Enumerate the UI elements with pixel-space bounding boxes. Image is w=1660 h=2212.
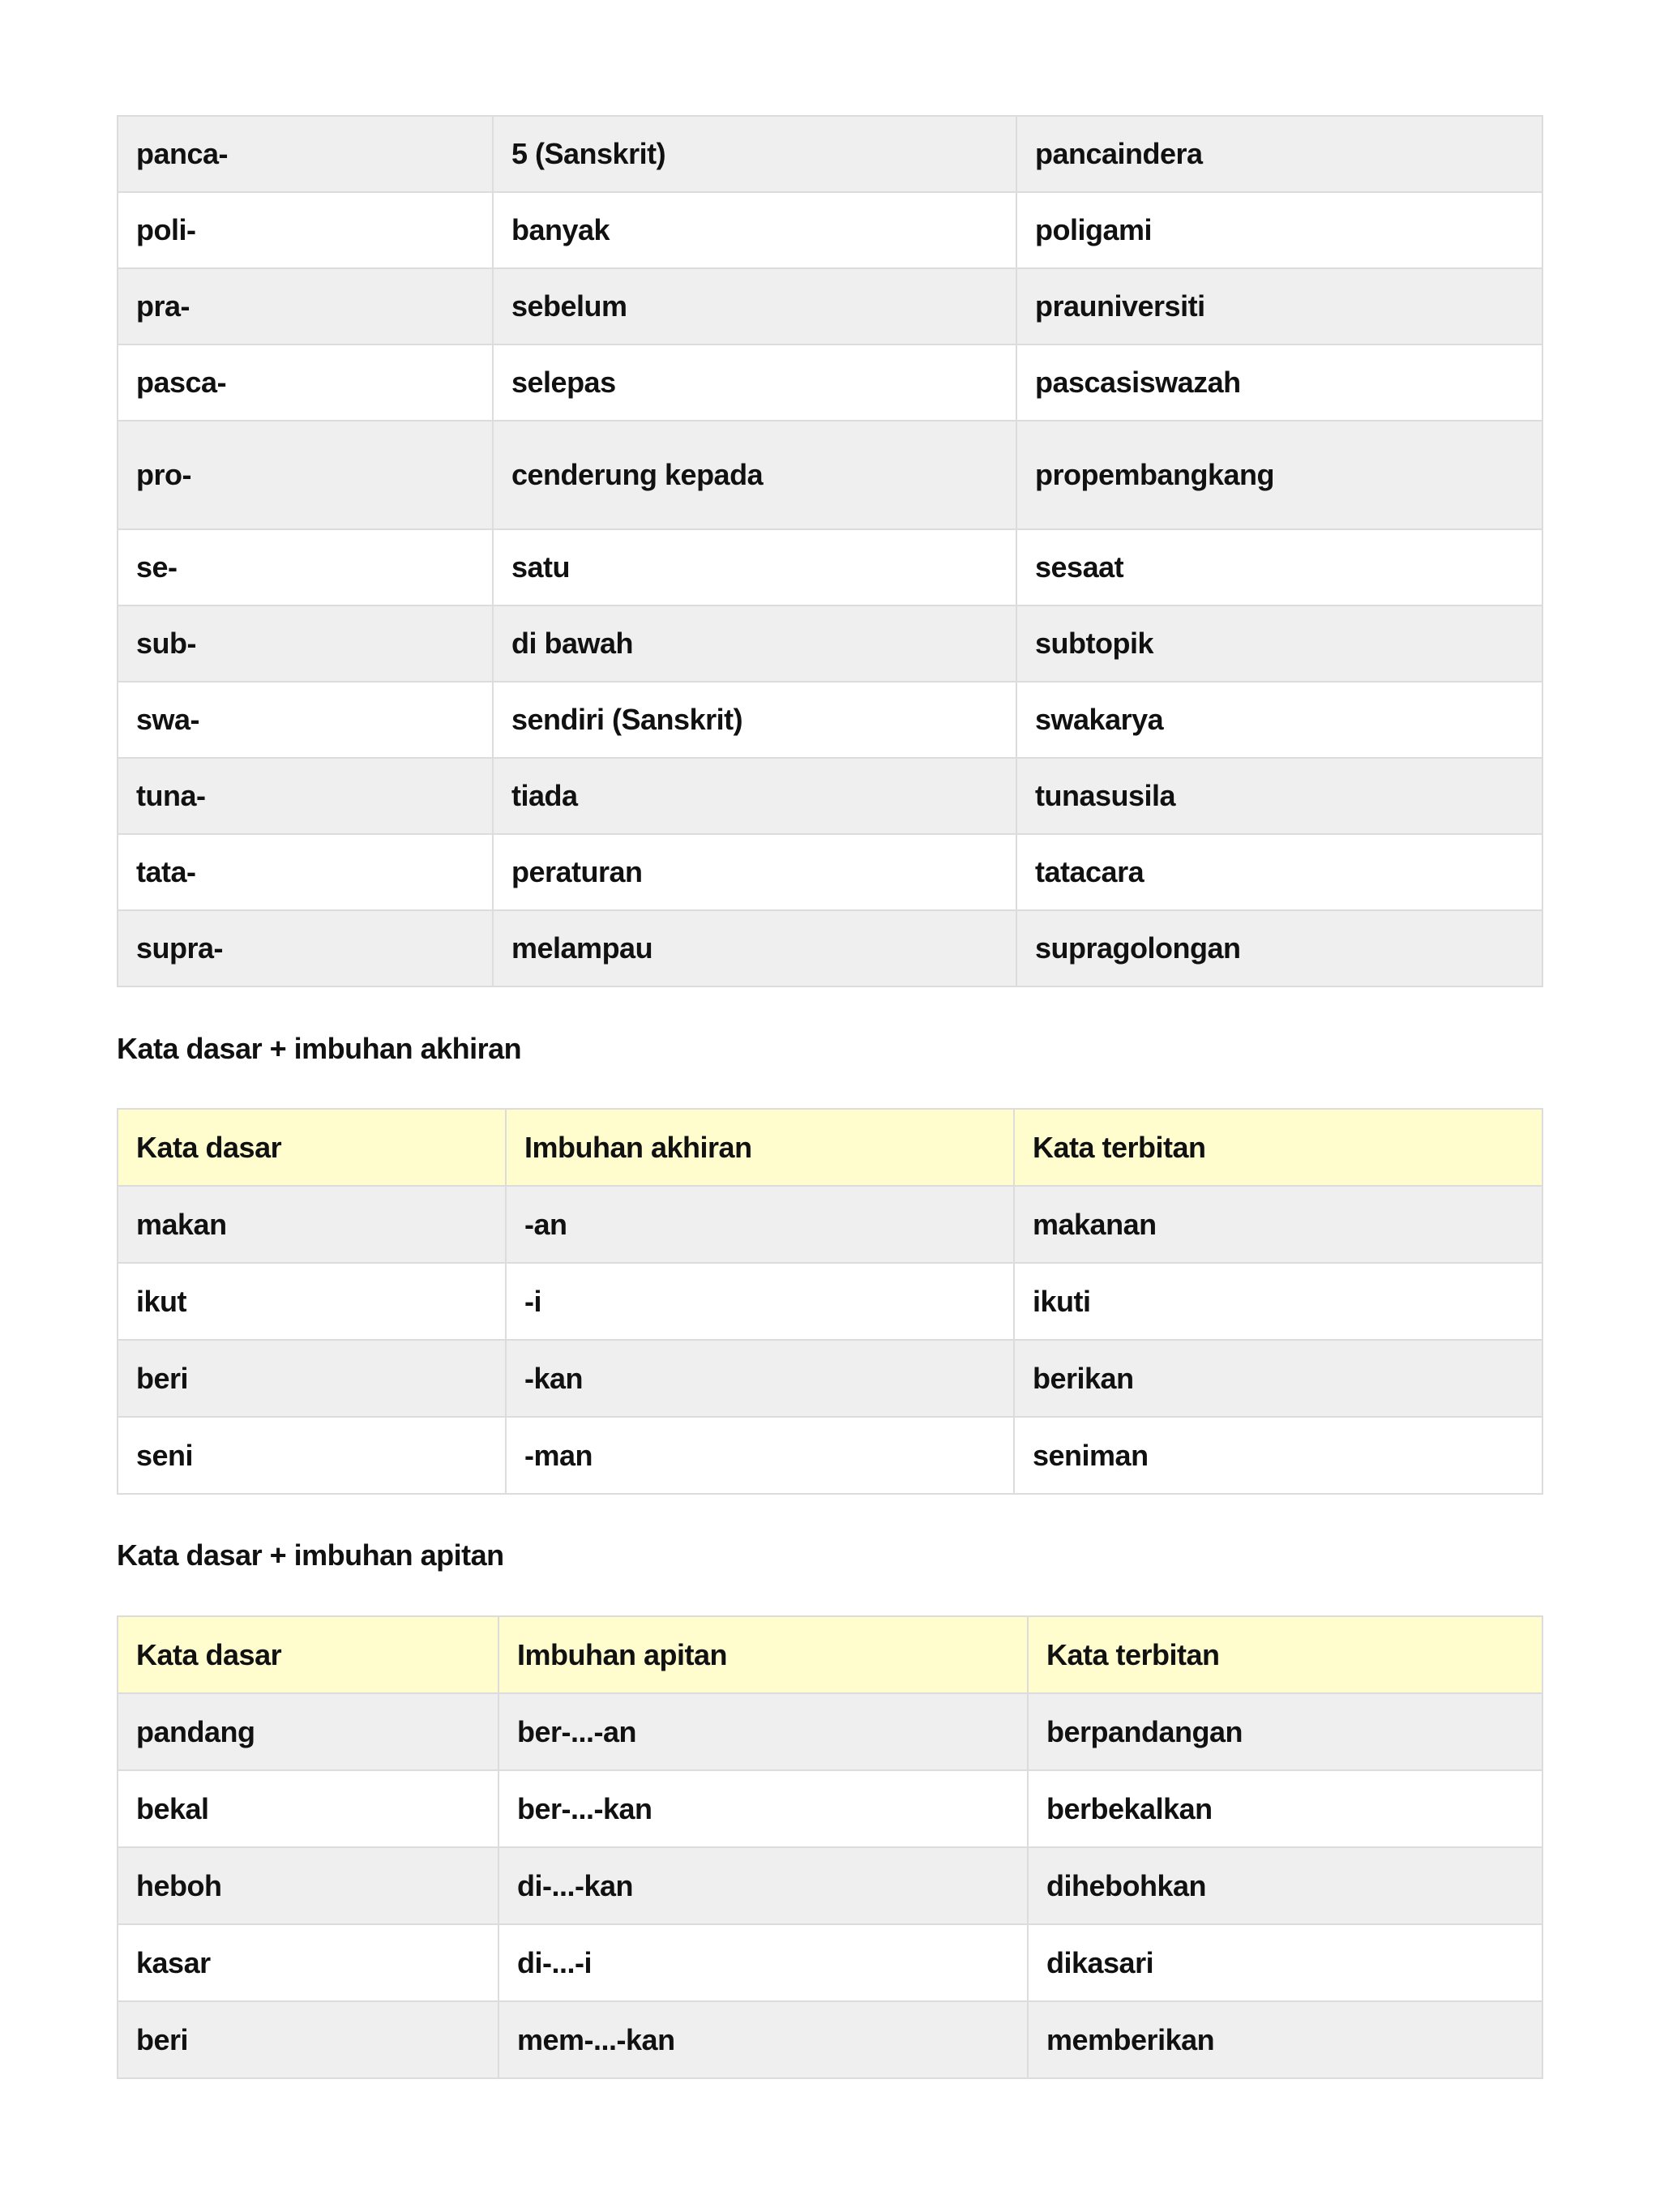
root-word-cell: beri: [118, 2001, 498, 2078]
table-row: [118, 421, 1542, 529]
affix-cell: di-...-i: [498, 1924, 1028, 2001]
prefix-cell: pro-: [118, 421, 493, 529]
example-cell: poligami: [1016, 192, 1542, 268]
root-word-cell: beri: [118, 1340, 506, 1417]
table-row: [118, 1847, 1542, 1924]
meaning-cell: satu: [493, 529, 1016, 605]
example-cell: tunasusila: [1016, 758, 1542, 834]
table-row: [118, 1263, 1542, 1340]
prefix-cell: supra-: [118, 910, 493, 986]
derived-word-cell: dikasari: [1028, 1924, 1542, 2001]
table-row: [118, 605, 1542, 682]
root-word-cell: makan: [118, 1186, 506, 1263]
meaning-cell: banyak: [493, 192, 1016, 268]
meaning-cell: di bawah: [493, 605, 1016, 682]
table-row: [118, 1770, 1542, 1847]
table-row: [118, 116, 1542, 192]
table-row: [118, 268, 1542, 344]
header-cell-kata-dasar: Kata dasar: [118, 1616, 498, 1693]
example-cell: subtopik: [1016, 605, 1542, 682]
derived-word-cell: seniman: [1014, 1417, 1542, 1494]
prefix-cell: poli-: [118, 192, 493, 268]
meaning-cell: cenderung kepada: [493, 421, 1016, 529]
affix-cell: ber-...-an: [498, 1693, 1028, 1770]
example-cell: propembangkang: [1016, 421, 1542, 529]
table-row: [118, 344, 1542, 421]
affix-cell: ber-...-kan: [498, 1770, 1028, 1847]
header-cell-imbuhan-apitan: Imbuhan apitan: [498, 1616, 1028, 1693]
derived-word-cell: ikuti: [1014, 1263, 1542, 1340]
meaning-cell: tiada: [493, 758, 1016, 834]
section-heading-akhiran: Kata dasar + imbuhan akhiran: [117, 1032, 522, 1065]
table-row: [118, 2001, 1542, 2078]
header-cell-kata-terbitan: Kata terbitan: [1014, 1109, 1542, 1186]
meaning-cell: selepas: [493, 344, 1016, 421]
table-row: [118, 910, 1542, 986]
affix-cell: -man: [506, 1417, 1014, 1494]
table-row: [118, 1340, 1542, 1417]
circumfix-table: [117, 1615, 1543, 2079]
example-cell: supragolongan: [1016, 910, 1542, 986]
derived-word-cell: memberikan: [1028, 2001, 1542, 2078]
affix-cell: -i: [506, 1263, 1014, 1340]
table-row: [118, 529, 1542, 605]
prefix-cell: pra-: [118, 268, 493, 344]
root-word-cell: heboh: [118, 1847, 498, 1924]
section-heading-apitan: Kata dasar + imbuhan apitan: [117, 1538, 504, 1572]
table-row: [118, 192, 1542, 268]
example-cell: swakarya: [1016, 682, 1542, 758]
example-cell: tatacara: [1016, 834, 1542, 910]
prefix-cell: tuna-: [118, 758, 493, 834]
prefix-cell: se-: [118, 529, 493, 605]
table-row: [118, 834, 1542, 910]
affix-cell: -an: [506, 1186, 1014, 1263]
derived-word-cell: makanan: [1014, 1186, 1542, 1263]
root-word-cell: kasar: [118, 1924, 498, 2001]
table-row: [118, 1924, 1542, 2001]
derived-word-cell: berbekalkan: [1028, 1770, 1542, 1847]
affix-cell: di-...-kan: [498, 1847, 1028, 1924]
table-row: [118, 758, 1542, 834]
example-cell: prauniversiti: [1016, 268, 1542, 344]
example-cell: sesaat: [1016, 529, 1542, 605]
table-header-row: [118, 1616, 1542, 1693]
table-row: [118, 1693, 1542, 1770]
derived-word-cell: dihebohkan: [1028, 1847, 1542, 1924]
meaning-cell: sendiri (Sanskrit): [493, 682, 1016, 758]
header-cell-kata-terbitan: Kata terbitan: [1028, 1616, 1542, 1693]
example-cell: pancaindera: [1016, 116, 1542, 192]
table-header-row: [118, 1109, 1542, 1186]
prefix-cell: swa-: [118, 682, 493, 758]
root-word-cell: bekal: [118, 1770, 498, 1847]
prefix-cell: panca-: [118, 116, 493, 192]
header-cell-imbuhan-akhiran: Imbuhan akhiran: [506, 1109, 1014, 1186]
prefix-table: [117, 115, 1543, 987]
prefix-cell: pasca-: [118, 344, 493, 421]
prefix-cell: tata-: [118, 834, 493, 910]
meaning-cell: melampau: [493, 910, 1016, 986]
root-word-cell: seni: [118, 1417, 506, 1494]
root-word-cell: pandang: [118, 1693, 498, 1770]
table-row: [118, 1417, 1542, 1494]
root-word-cell: ikut: [118, 1263, 506, 1340]
example-cell: pascasiswazah: [1016, 344, 1542, 421]
table-row: [118, 1186, 1542, 1263]
header-cell-kata-dasar: Kata dasar: [118, 1109, 506, 1186]
meaning-cell: sebelum: [493, 268, 1016, 344]
meaning-cell: peraturan: [493, 834, 1016, 910]
meaning-cell: 5 (Sanskrit): [493, 116, 1016, 192]
table-row: [118, 682, 1542, 758]
suffix-table: [117, 1108, 1543, 1495]
prefix-cell: sub-: [118, 605, 493, 682]
affix-cell: -kan: [506, 1340, 1014, 1417]
derived-word-cell: berpandangan: [1028, 1693, 1542, 1770]
derived-word-cell: berikan: [1014, 1340, 1542, 1417]
affix-cell: mem-...-kan: [498, 2001, 1028, 2078]
